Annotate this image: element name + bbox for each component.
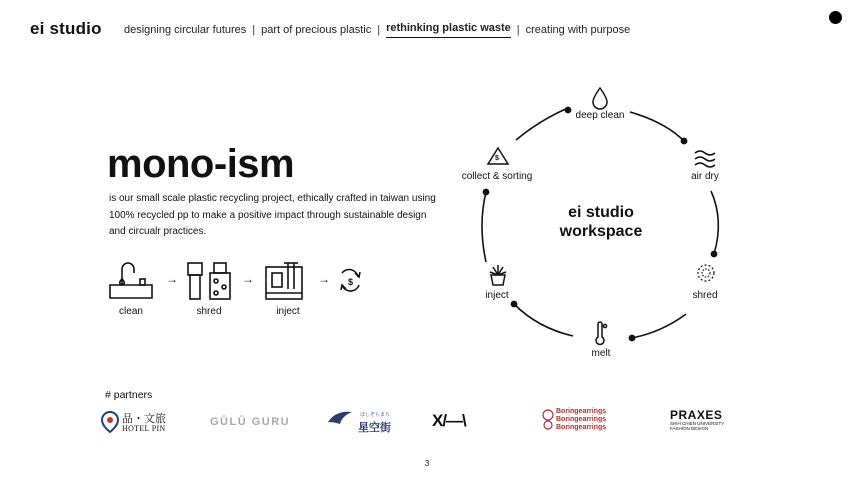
droplet-icon	[593, 88, 607, 109]
thermometer-icon	[596, 322, 607, 344]
stage-label-melt: melt	[591, 348, 611, 359]
wind-icon	[695, 151, 715, 167]
workspace-title	[541, 203, 661, 241]
partner-logo-xingkongjie[interactable]	[326, 408, 396, 436]
cycle-node	[629, 335, 636, 342]
cycle-node	[483, 189, 490, 196]
workspace-title-line1: ei studio	[568, 204, 634, 221]
stage-label-deep-clean: deep clean	[575, 110, 625, 121]
nav-separator: |	[377, 24, 381, 36]
arrow-icon: →	[318, 272, 330, 286]
cycle-node	[511, 301, 518, 308]
nav-separator: |	[516, 24, 520, 36]
svg-text:$: $	[348, 277, 354, 287]
top-nav	[124, 22, 630, 38]
partner-logo-xmark[interactable]: X/—\	[432, 411, 466, 430]
boringearrings-line: Boringearrings	[556, 424, 607, 431]
nav-item-creating-with-purpose[interactable]: creating with purpose	[525, 24, 631, 36]
partner-logo-boringearrings[interactable]	[540, 407, 620, 435]
xingkongjie-text: 星空街	[358, 422, 391, 434]
arrow-icon: →	[166, 272, 178, 286]
flakes-icon	[698, 265, 714, 281]
cycle-arc	[514, 304, 573, 336]
nav-item-rethinking-plastic-waste[interactable]: rethinking plastic waste	[386, 22, 511, 38]
process-icons	[100, 255, 380, 305]
injection-machine-icon	[266, 263, 302, 299]
hotelpin-cn: 品・文旅	[122, 413, 166, 425]
recycle-coin-icon	[341, 269, 360, 291]
cycle-arc	[632, 314, 686, 338]
arrow-icon: →	[242, 272, 254, 286]
workspace-title-line2: workspace	[559, 223, 643, 240]
stage-label-air-dry: air dry	[691, 171, 719, 182]
stage-label-inject: inject	[485, 290, 509, 301]
praxes-sub2: FASHION DESIGN	[670, 426, 709, 431]
flower-icon	[540, 407, 556, 433]
svg-text:$: $	[495, 155, 499, 162]
partner-logo-praxes[interactable]	[670, 409, 740, 431]
bird-icon	[326, 408, 356, 434]
cycle-arc	[482, 192, 486, 262]
praxes-title: PRAXES	[670, 408, 723, 422]
hotelpin-en: HOTEL PIN	[122, 424, 166, 433]
project-description: is our small scale plastic recycling project, ethically crafted in taiwan using 100% recycled pp to make a positive impact through sustainable design and circualr practices.	[109, 193, 436, 237]
step-label-shred: shred	[196, 306, 222, 317]
cycle-arc	[711, 191, 718, 254]
page-number: 3	[424, 459, 430, 468]
nav-item-precious-plastic[interactable]: part of precious plastic	[261, 24, 372, 36]
nav-item-designing-circular-futures[interactable]: designing circular futures	[124, 24, 247, 36]
recycle-triangle-icon	[488, 148, 508, 164]
menu-dot-button[interactable]	[829, 11, 842, 24]
xingkongjie-kana: ほしぞらまち	[360, 412, 391, 418]
boringearrings-line: Boringearrings	[556, 408, 607, 415]
nav-separator: |	[252, 24, 256, 36]
cycle-node	[681, 138, 688, 145]
step-label-inject: inject	[276, 306, 300, 317]
brand-logo[interactable]: ei studio	[30, 19, 102, 38]
partner-logo-gulu-guru[interactable]: GŪLŪ GURU	[210, 416, 291, 428]
partner-logo-hotelpin[interactable]	[100, 408, 170, 436]
sink-icon	[110, 263, 152, 298]
pin-icon	[100, 410, 120, 434]
stage-label-collect-sorting: collect & sorting	[461, 171, 533, 182]
stage-label-shred: shred	[692, 290, 718, 301]
plant-pot-icon	[490, 265, 506, 285]
page-title: mono-ism	[107, 142, 295, 186]
praxes-sub1: SHIH CHIEN UNIVERSITY	[670, 421, 725, 426]
boringearrings-line: Boringearrings	[556, 416, 607, 423]
partners-heading: # partners	[105, 389, 153, 401]
step-label-clean: clean	[119, 306, 143, 317]
cycle-node	[711, 251, 718, 258]
shredder-machine-icon	[188, 263, 230, 299]
